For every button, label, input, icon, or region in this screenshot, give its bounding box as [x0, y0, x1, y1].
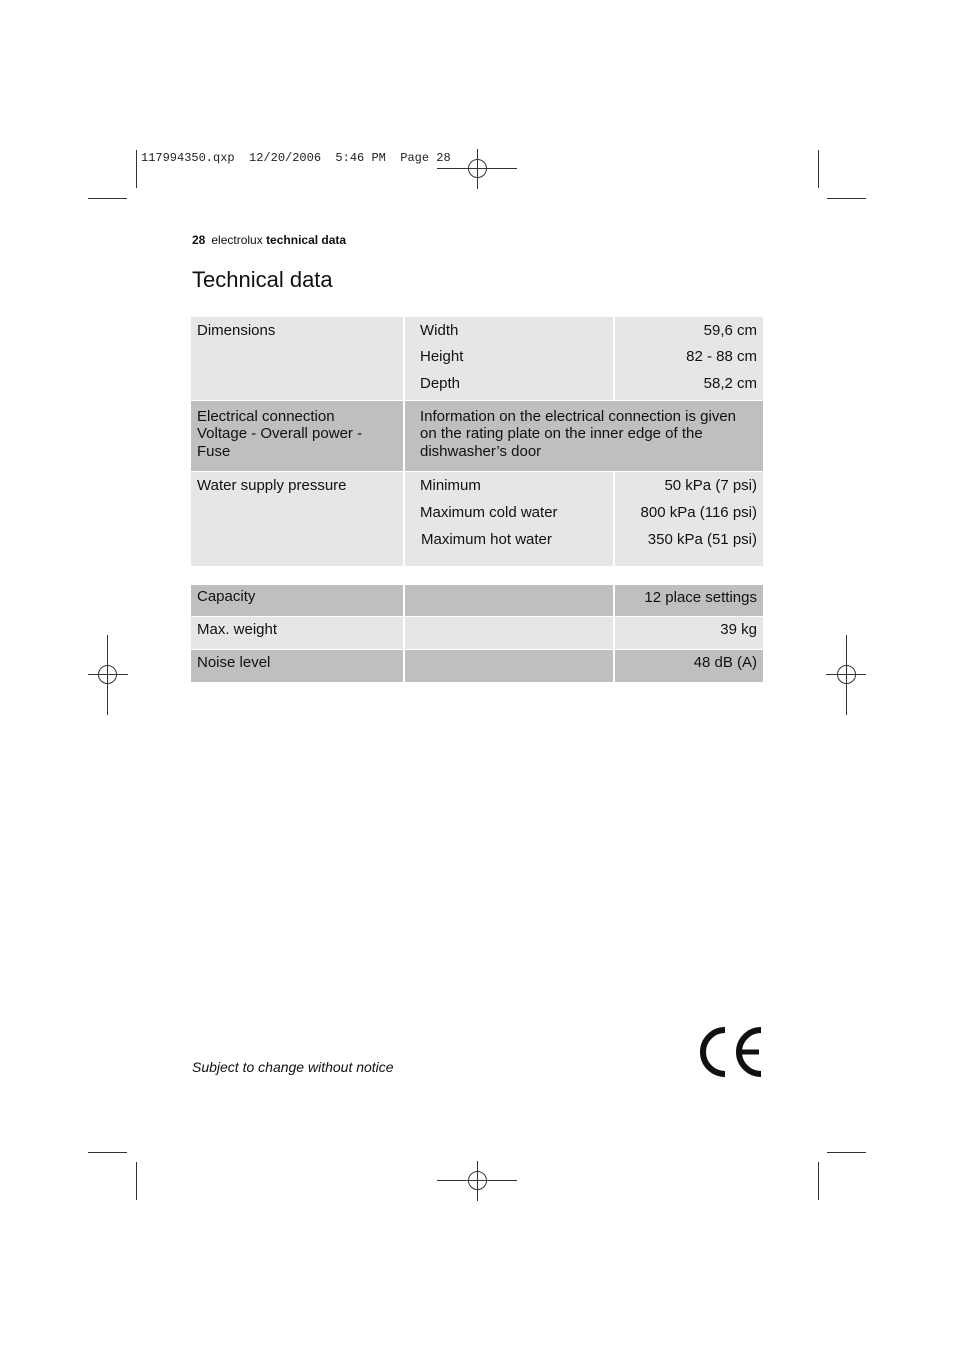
page-number: 28 — [192, 233, 206, 247]
capacity-value: 12 place settings — [644, 589, 757, 606]
ce-mark-icon — [697, 1026, 765, 1078]
height-label: Height — [420, 348, 464, 365]
depth-value: 58,2 cm — [703, 375, 757, 392]
crop-mark — [88, 198, 127, 199]
height-value: 82 - 88 cm — [686, 348, 757, 365]
footer-note: Subject to change without notice — [192, 1059, 394, 1075]
max-weight-label: Max. weight — [197, 621, 278, 638]
max-hot-value: 350 kPa (51 psi) — [647, 531, 757, 548]
max-hot-label: Maximum hot water — [421, 531, 552, 548]
noise-level-value: 48 dB (A) — [693, 654, 757, 671]
crop-mark — [136, 150, 137, 188]
electrical-info-line: Information on the electrical connection is given — [420, 408, 737, 425]
registration-mark-icon — [437, 149, 517, 189]
crop-mark — [827, 1152, 866, 1153]
electrical-label-line: Electrical connection — [197, 408, 335, 425]
registration-mark-icon — [88, 635, 128, 715]
print-slug: 117994350.qxp 12/20/2006 5:46 PM Page 28 — [141, 151, 451, 165]
crop-mark — [827, 198, 866, 199]
max-weight-value: 39 kg — [720, 621, 757, 638]
table-cell — [405, 650, 613, 682]
crop-mark — [88, 1152, 127, 1153]
crop-mark — [136, 1162, 137, 1200]
crop-mark — [818, 1162, 819, 1200]
registration-mark-icon — [826, 635, 866, 715]
minimum-value: 50 kPa (7 psi) — [664, 477, 757, 494]
brand-name: electrolux — [211, 233, 263, 247]
water-supply-label: Water supply pressure — [197, 477, 347, 494]
width-value: 59,6 cm — [703, 322, 757, 339]
depth-label: Depth — [420, 375, 461, 392]
minimum-label: Minimum — [420, 477, 481, 494]
width-label: Width — [420, 322, 459, 339]
max-cold-value: 800 kPa (116 psi) — [640, 504, 757, 521]
table-cell — [405, 617, 613, 649]
electrical-label-line: Voltage - Overall power - — [197, 425, 363, 442]
capacity-label: Capacity — [197, 588, 256, 605]
electrical-label-line: Fuse — [197, 443, 231, 460]
noise-level-label: Noise level — [197, 654, 271, 671]
registration-mark-icon — [437, 1161, 517, 1201]
running-head — [192, 233, 346, 247]
section-name: technical data — [266, 233, 347, 247]
electrical-info-line: dishwasher’s door — [420, 443, 542, 460]
crop-mark — [818, 150, 819, 188]
electrical-info-line: on the rating plate on the inner edge of the — [420, 425, 703, 442]
max-cold-label: Maximum cold water — [420, 504, 558, 521]
table-cell — [405, 585, 613, 616]
dimensions-label: Dimensions — [197, 322, 276, 339]
page-title: Technical data — [192, 267, 333, 292]
